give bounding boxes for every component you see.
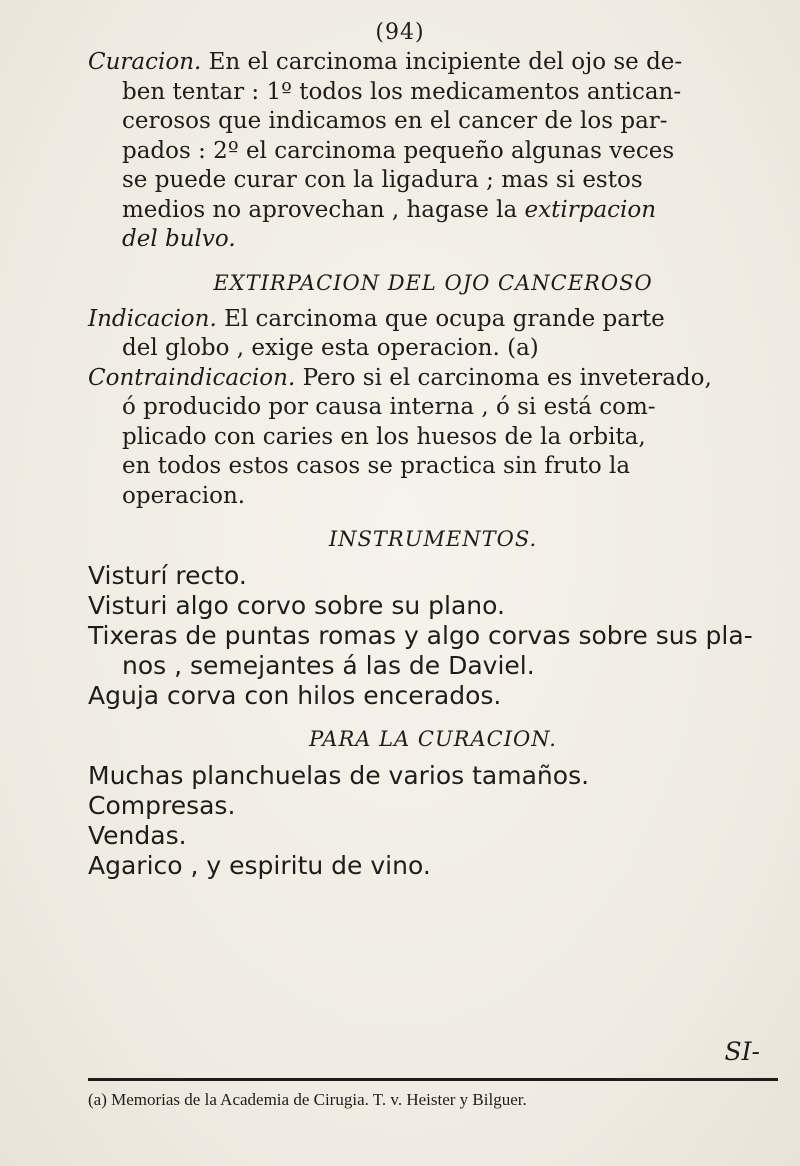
list-item: Visturi algo corvo sobre su plano. xyxy=(88,591,505,620)
page-content xyxy=(88,48,778,881)
contraindicacion-lead: Contraindicacion. xyxy=(88,364,296,391)
list-item: Muchas planchuelas de varios tamaños. xyxy=(88,761,590,790)
curacion-emphasis: extirpacion xyxy=(524,196,657,223)
catchword: SI- xyxy=(724,1037,760,1066)
instrument-list xyxy=(88,561,778,711)
footnote: (a) Memorias de la Academia de Cirugia. T. v. Heister y Bilguer. xyxy=(88,1090,527,1109)
list-item: Tixeras de puntas romas y algo corvas sobre sus pla- xyxy=(88,621,753,650)
curacion-supplies-list xyxy=(88,761,778,881)
list-item: Aguja corva con hilos encerados. xyxy=(88,681,502,710)
indicacion-lead: Indicacion. xyxy=(88,305,217,332)
paragraph-contraindicacion: Contraindicacion. Pero si el carcinoma es inveterado, ó producido por causa interna , ó si está com- plicado con caries en los huesos de la orbita, en todos estos casos se practica sin fruto la operacion. xyxy=(88,364,712,509)
page-number: (94) xyxy=(375,20,425,45)
section-heading-extirpacion: EXTIRPACION DEL OJO CANCEROSO xyxy=(213,270,653,295)
list-item: Agarico , y espiritu de vino. xyxy=(88,851,431,880)
section-heading-instrumentos: INSTRUMENTOS. xyxy=(328,527,538,551)
list-item-continuation: nos , semejantes á las de Daviel. xyxy=(122,651,535,680)
list-item: Visturí recto. xyxy=(88,561,247,590)
list-item: Vendas. xyxy=(88,821,187,850)
paragraph-indicacion: Indicacion. El carcinoma que ocupa grande parte del globo , exige esta operacion. (a) xyxy=(88,305,665,361)
curacion-lead: Curacion. xyxy=(88,49,202,75)
footnote-divider xyxy=(88,1078,778,1081)
section-heading-para-curacion: PARA LA CURACION. xyxy=(309,727,557,751)
paragraph-curacion: Curacion. En el carcinoma incipiente del ojo se de- ben tentar : 1º todos los medicamentos antican- cerosos que indicamos en el cancer de los par- pados : 2º el carcinoma pequeño algunas veces se puede curar con la ligadura ; mas si estos medios no aprovechan , hagase la extirpacion del bulvo. xyxy=(88,49,683,252)
list-item: Compresas. xyxy=(88,791,236,820)
